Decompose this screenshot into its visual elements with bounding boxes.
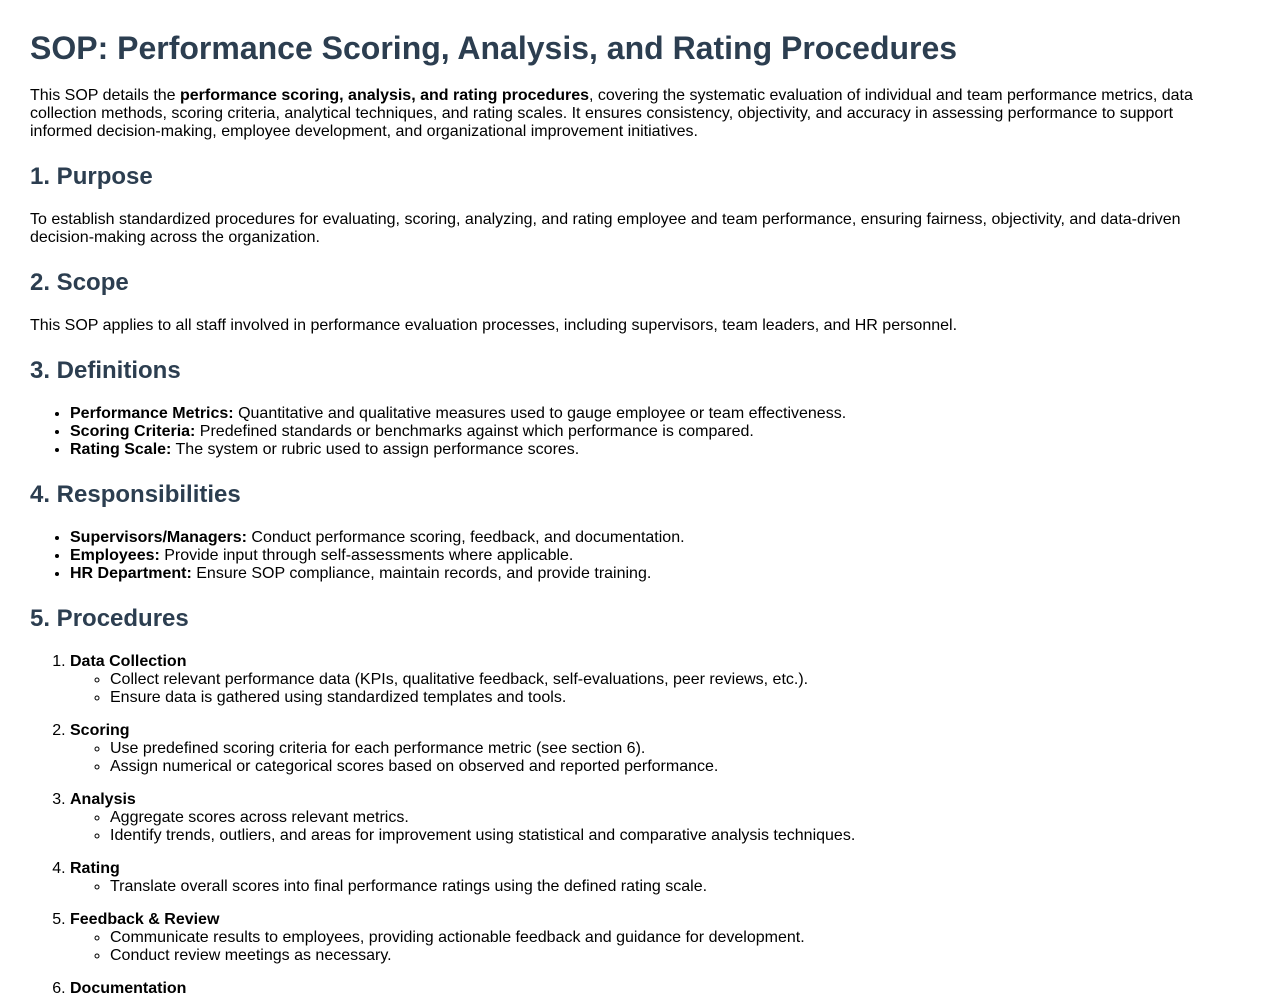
procedures-heading: 5. Procedures xyxy=(30,605,189,632)
procedure-step xyxy=(70,653,1233,707)
definition-term: Scoring Criteria: xyxy=(70,423,196,440)
procedure-step-title: Documentation xyxy=(70,980,187,997)
responsibilities-heading: 4. Responsibilities xyxy=(30,481,241,508)
list-item xyxy=(70,441,1233,459)
procedure-step-title: Analysis xyxy=(70,791,136,808)
list-item xyxy=(70,529,1233,547)
definition-term: Performance Metrics: xyxy=(70,405,234,422)
intro-suffix: , covering the systematic evaluation of individual and team performance metrics, data collection methods, scoring criteria, analytical techniques, and rating scales. It ensures consistency, objectivity, and accuracy in assessing performance to support informed decision-making, employee development, and organizational improvement initiatives. xyxy=(30,87,1193,140)
list-item: ◦ Translate overall scores into final performance ratings using the defined rating scale. xyxy=(110,878,1233,896)
procedure-step xyxy=(70,722,1233,776)
page-title: SOP: Performance Scoring, Analysis, and Rating Procedures xyxy=(30,30,958,66)
procedure-step-title: Data Collection xyxy=(70,653,187,670)
procedures-list xyxy=(30,653,1233,998)
purpose-heading: 1. Purpose xyxy=(30,163,153,190)
responsibility-desc: Provide input through self-assessments where applicable. xyxy=(159,547,574,564)
procedure-substeps xyxy=(70,740,1233,776)
list-item xyxy=(70,405,1233,423)
list-item: ◦ Communicate results to employees, providing actionable feedback and guidance for development. xyxy=(110,929,1233,947)
procedure-step-title: Rating xyxy=(70,860,120,877)
procedure-step-title: Feedback & Review xyxy=(70,911,220,928)
procedure-substeps xyxy=(70,878,1233,896)
definition-desc: Predefined standards or benchmarks against which performance is compared. xyxy=(195,423,754,440)
intro-prefix: This SOP details the xyxy=(30,87,180,104)
list-item xyxy=(70,423,1233,441)
purpose-text: To establish standardized procedures for evaluating, scoring, analyzing, and rating employee and team performance, ensuring fairness, objectivity, and data-driven decision-making across the organization. xyxy=(30,211,1181,246)
list-item: ◦ Identify trends, outliers, and areas for improvement using statistical and comparative analysis techniques. xyxy=(110,827,1233,845)
responsibility-role: HR Department: xyxy=(70,565,192,582)
list-item: ◦ Ensure data is gathered using standardized templates and tools. xyxy=(110,689,1233,707)
list-item xyxy=(70,565,1233,583)
procedure-step-title: Scoring xyxy=(70,722,130,739)
definitions-list xyxy=(30,405,1233,459)
scope-heading: 2. Scope xyxy=(30,269,129,296)
procedure-substeps xyxy=(70,809,1233,845)
definition-desc: Quantitative and qualitative measures used to gauge employee or team effectiveness. xyxy=(233,405,847,422)
intro-bold: performance scoring, analysis, and rating procedures xyxy=(180,87,590,104)
procedure-step xyxy=(70,860,1233,896)
procedure-step xyxy=(70,791,1233,845)
definition-term: Rating Scale: xyxy=(70,441,172,458)
list-item: ◦ Conduct review meetings as necessary. xyxy=(110,947,1233,965)
responsibilities-list xyxy=(30,529,1233,583)
procedure-substeps xyxy=(70,929,1233,965)
responsibility-role: Supervisors/Managers: xyxy=(70,529,247,546)
list-item xyxy=(70,547,1233,565)
definition-desc: The system or rubric used to assign performance scores. xyxy=(171,441,580,458)
list-item: ◦ Use predefined scoring criteria for each performance metric (see section 6). xyxy=(110,740,1233,758)
list-item: ◦ Aggregate scores across relevant metrics. xyxy=(110,809,1233,827)
intro-paragraph xyxy=(30,87,1233,141)
definitions-heading: 3. Definitions xyxy=(30,357,181,384)
list-item: ◦ Assign numerical or categorical scores based on observed and reported performance. xyxy=(110,758,1233,776)
responsibility-desc: Ensure SOP compliance, maintain records, and provide training. xyxy=(191,565,652,582)
responsibility-role: Employees: xyxy=(70,547,160,564)
scope-text: This SOP applies to all staff involved in performance evaluation processes, including supervisors, team leaders, and HR personnel. xyxy=(30,317,958,334)
procedure-substeps xyxy=(70,671,1233,707)
procedure-step xyxy=(70,980,1233,998)
responsibility-desc: Conduct performance scoring, feedback, and documentation. xyxy=(246,529,685,546)
procedure-step xyxy=(70,911,1233,965)
list-item: ◦ Collect relevant performance data (KPIs, qualitative feedback, self-evaluations, peer reviews, etc.). xyxy=(110,671,1233,689)
